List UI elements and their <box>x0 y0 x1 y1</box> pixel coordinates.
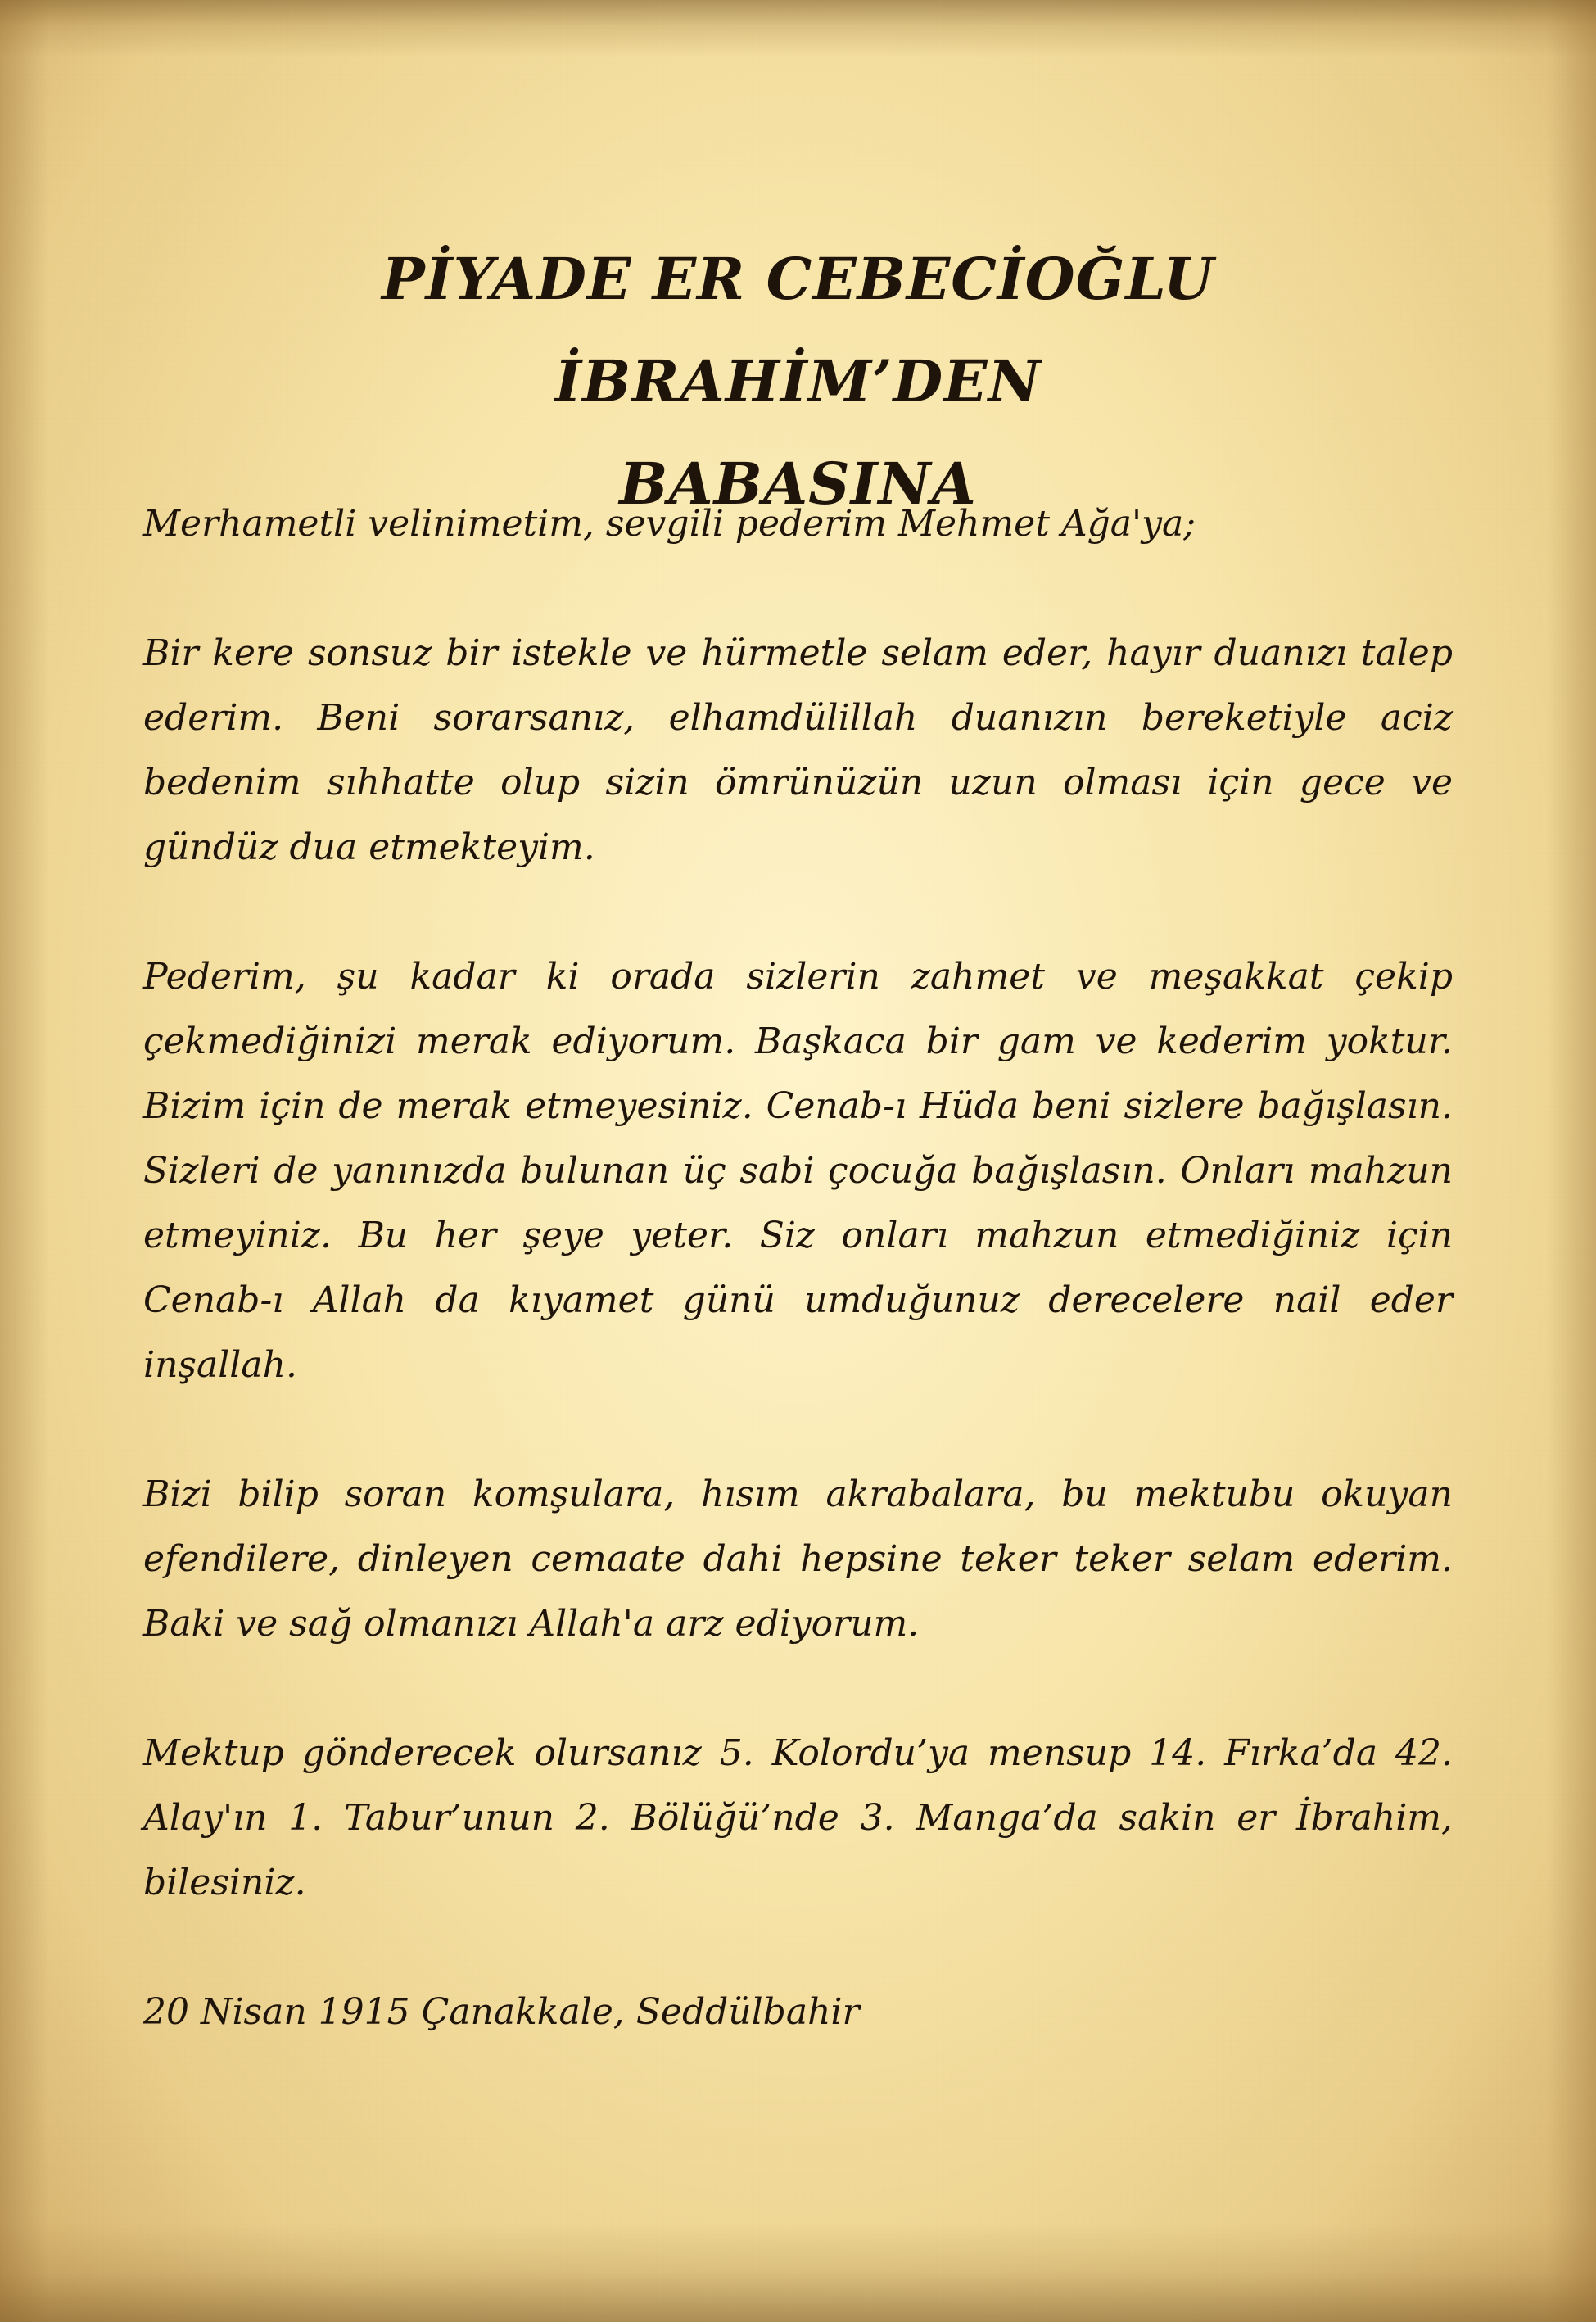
burnt-edge-left <box>0 0 49 2322</box>
letter-title <box>131 228 1465 535</box>
burnt-edge-right <box>1547 0 1596 2322</box>
paragraph-3: Bizi bilip soran komşulara, hısım akrabalara, bu mektubu okuyan efendilere, dinleyen cemaate dahi hepsine teker teker selam ederim. Baki ve sağ olmanızı Allah'a arz ediyorum. <box>143 1473 1453 1645</box>
paragraph-2: Pederim, şu kadar ki orada sizlerin zahmet ve meşakkat çekip çekmediğinizi merak ediyorum. Başkaca bir gam ve kederim yoktur. Bizim için de merak etmeyesiniz. Cenab-ı Hüda beni sizlere bağışlasın. Sizleri de yanınızda bulunan üç sabi çocuğa bağışlasın. Onları mahzun etmeyiniz. Bu her şeye yeter. Siz onları mahzun etmediğiniz için Cenab-ı Allah da kıyamet günü umduğunuz derecelere nail eder inşallah. <box>143 956 1453 1386</box>
letter-body <box>143 491 1453 2044</box>
paragraph-4: Mektup gönderecek olursanız 5. Kolordu’ya mensup 14. Fırka’da 42. Alay'ın 1. Tabur’unun 2. Bölüğü’nde 3. Manga’da sakin er İbrahim, bilesiniz. <box>143 1732 1453 1903</box>
paragraph-1: Bir kere sonsuz bir istekle ve hürmetle selam eder, hayır duanızı talep ederim. Beni sorarsanız, elhamdülillah duanızın bereketiyle aciz bedenim sıhhatte olup sizin ömrünüzün uzun olması için gece ve gündüz dua etmekteyim. <box>143 632 1453 868</box>
title-line-1: PİYADE ER CEBECİOĞLU İBRAHİM’DEN <box>382 245 1214 415</box>
burnt-edge-top <box>0 0 1596 57</box>
salutation: Merhametli velinimetim, sevgili pederim Mehmet Ağa'ya; <box>143 503 1196 545</box>
burnt-edge-bottom <box>0 2224 1596 2322</box>
date-line: 20 Nisan 1915 Çanakkale, Seddülbahir <box>143 1991 860 2033</box>
title-line-2: BABASINA <box>619 450 977 518</box>
